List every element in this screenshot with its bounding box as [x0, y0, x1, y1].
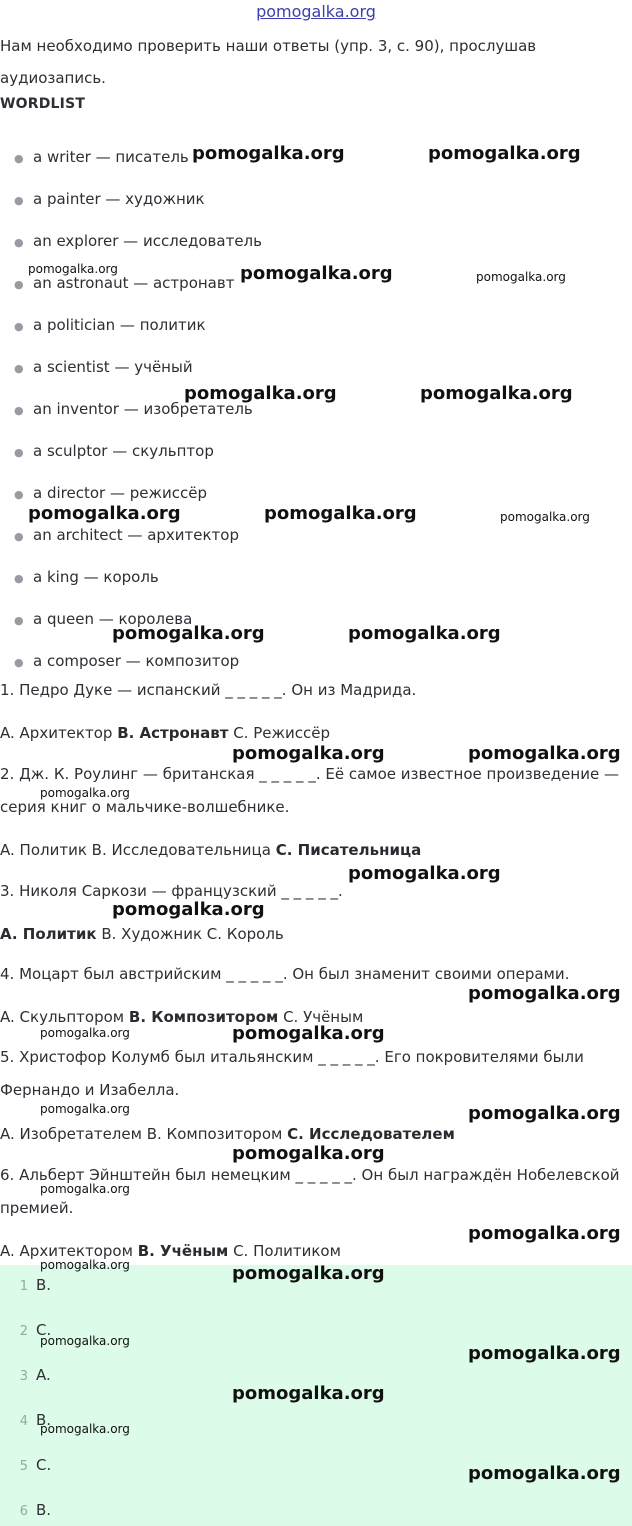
option: A. Изобретателем: [0, 1125, 142, 1143]
watermark: pomogalka.org: [468, 1463, 621, 1484]
option: A. Архитектор: [0, 724, 113, 742]
watermark: pomogalka.org: [40, 1102, 130, 1116]
wordlist-item: ● a scientist — учёный: [14, 356, 193, 378]
option: A. Скульптором: [0, 1008, 125, 1026]
option: C. Король: [206, 925, 284, 943]
watermark: pomogalka.org: [40, 1026, 130, 1040]
site-watermark-header[interactable]: pomogalka.org: [256, 2, 376, 21]
exercise-1-question: 1. Педро Дуке — испанский _ _ _ _ _. Он из Мадрида.: [0, 681, 417, 699]
bullet-icon: ●: [14, 572, 24, 585]
watermark: pomogalka.org: [468, 1103, 621, 1124]
watermark: pomogalka.org: [40, 1258, 130, 1272]
wordlist-title: WORDLIST: [0, 96, 86, 112]
bullet-icon: ●: [14, 236, 24, 249]
watermark: pomogalka.org: [232, 1263, 385, 1284]
wordlist-item: ● an explorer — исследователь: [14, 230, 262, 252]
answer-row: 1 B.: [19, 1276, 52, 1294]
wordlist-item: ● a politician — политик: [14, 314, 206, 336]
option: C. Политиком: [233, 1242, 341, 1260]
watermark: pomogalka.org: [232, 1143, 385, 1164]
watermark: pomogalka.org: [500, 510, 590, 524]
option: A. Архитектором: [0, 1242, 133, 1260]
watermark: pomogalka.org: [348, 623, 501, 644]
watermark: pomogalka.org: [476, 270, 566, 284]
watermark: pomogalka.org: [112, 623, 265, 644]
bullet-icon: ●: [14, 320, 24, 333]
answer-row: 4 B.: [19, 1411, 52, 1429]
watermark: pomogalka.org: [40, 1334, 130, 1348]
bullet-icon: ●: [14, 194, 24, 207]
exercise-5-question: 5. Христофор Колумб был итальянским _ _ _ _ _. Его покровителями были Фернандо и Изабелла.: [0, 1048, 584, 1099]
bullet-icon: ●: [14, 530, 24, 543]
option: C. Учёным: [283, 1008, 364, 1026]
option: B. Художник: [101, 925, 203, 943]
bullet-icon: ●: [14, 362, 24, 375]
option-correct: C. Писательница: [275, 841, 422, 859]
watermark: pomogalka.org: [468, 1223, 621, 1244]
wordlist-item: ● a sculptor — скульптор: [14, 440, 214, 462]
watermark: pomogalka.org: [240, 263, 393, 284]
option: B. Исследовательница: [91, 841, 271, 859]
wordlist-item: ● a king — король: [14, 566, 159, 588]
bullet-icon: ●: [14, 488, 24, 501]
wordlist-item: ● an astronaut — астронавт: [14, 272, 234, 294]
watermark: pomogalka.org: [428, 143, 581, 164]
watermark: pomogalka.org: [468, 1343, 621, 1364]
bullet-icon: ●: [14, 278, 24, 291]
option: C. Режиссёр: [233, 724, 331, 742]
intro-text: Нам необходимо проверить наши ответы (упр. 3, с. 90), прослушав аудиозапись.: [0, 37, 537, 87]
option-correct: B. Астронавт: [117, 724, 229, 742]
wordlist-item: ● an inventor — изобретатель: [14, 398, 253, 420]
wordlist-item: ● a queen — королева: [14, 608, 192, 630]
bullet-icon: ●: [14, 614, 24, 627]
watermark: pomogalka.org: [232, 1023, 385, 1044]
wordlist-item: ● an architect — архитектор: [14, 524, 239, 546]
watermark: pomogalka.org: [184, 383, 337, 404]
option-correct: C. Исследователем: [287, 1125, 455, 1143]
option: B. Композитором: [146, 1125, 283, 1143]
watermark: pomogalka.org: [40, 1182, 130, 1196]
watermark: pomogalka.org: [264, 503, 417, 524]
bullet-icon: ●: [14, 446, 24, 459]
answer-row: 5 C.: [19, 1456, 52, 1474]
exercise-3-options: [0, 925, 628, 943]
answer-row: 2 C.: [19, 1321, 52, 1339]
bullet-icon: ●: [14, 152, 24, 165]
watermark: pomogalka.org: [232, 743, 385, 764]
wordlist-item: ● a writer — писатель: [14, 146, 189, 168]
exercise-6-question: 6. Альберт Эйнштейн был немецким _ _ _ _ _. Он был награждён Нобелевской премией.: [0, 1166, 620, 1217]
watermark: pomogalka.org: [468, 983, 621, 1004]
exercise-2-question: 2. Дж. К. Роулинг — британская _ _ _ _ _. Её самое известное произведение — серия книг о мальчике-волшебнике.: [0, 765, 619, 816]
watermark: pomogalka.org: [28, 262, 118, 276]
watermark: pomogalka.org: [192, 143, 345, 164]
bullet-icon: ●: [14, 656, 24, 669]
option-correct: A. Политик: [0, 925, 97, 943]
exercise-3-question: 3. Николя Саркози — французский _ _ _ _ _.: [0, 882, 343, 900]
exercise-4-question: 4. Моцарт был австрийским _ _ _ _ _. Он был знаменит своими операми.: [0, 965, 570, 983]
watermark: pomogalka.org: [348, 863, 501, 884]
answer-row: 3 A.: [19, 1366, 51, 1384]
watermark: pomogalka.org: [40, 1422, 130, 1436]
watermark: pomogalka.org: [420, 383, 573, 404]
watermark: pomogalka.org: [232, 1383, 385, 1404]
answer-row: 6 B.: [19, 1501, 52, 1519]
option-correct: B. Учёным: [137, 1242, 229, 1260]
option: A. Политик: [0, 841, 87, 859]
wordlist-item: ● a composer — композитор: [14, 650, 239, 672]
watermark: pomogalka.org: [40, 786, 130, 800]
exercise-2-options: [0, 841, 628, 859]
exercise-5-options: [0, 1125, 628, 1143]
wordlist-item: ● a director — режиссёр: [14, 482, 207, 504]
exercise-1-options: [0, 724, 628, 742]
wordlist-item: ● a painter — художник: [14, 188, 205, 210]
option-correct: B. Композитором: [128, 1008, 279, 1026]
watermark: pomogalka.org: [28, 503, 181, 524]
watermark: pomogalka.org: [468, 743, 621, 764]
bullet-icon: ●: [14, 404, 24, 417]
watermark: pomogalka.org: [112, 899, 265, 920]
